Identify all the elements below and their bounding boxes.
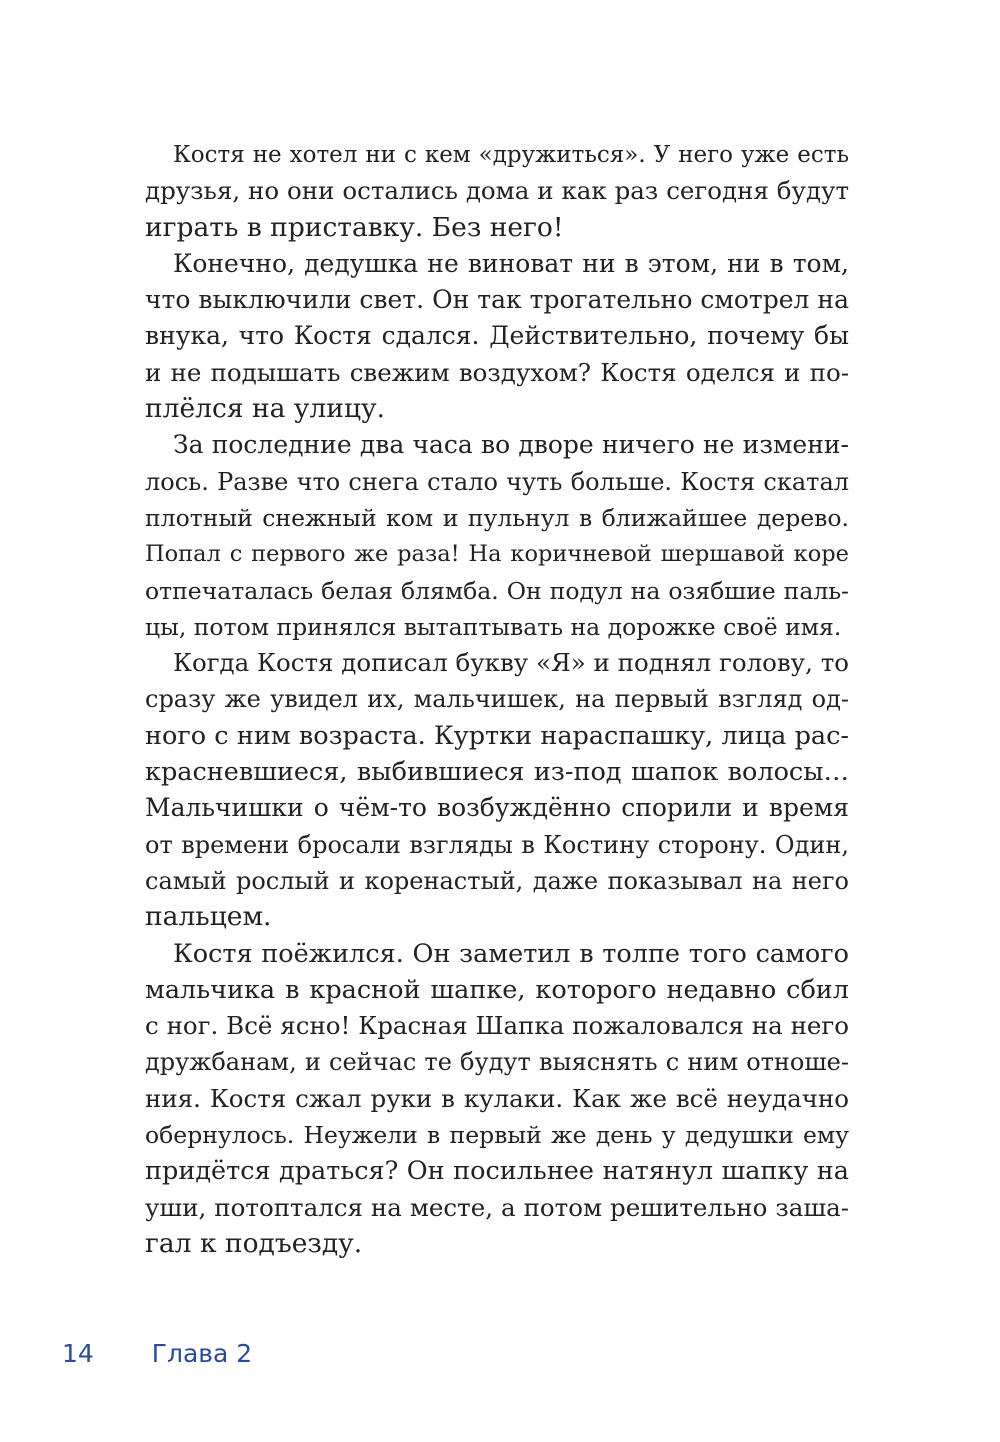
text-line: гал к подъезду. [145, 1227, 363, 1259]
text-line: Когда Костя дописал букву «Я» и поднял голову, то [173, 648, 849, 678]
text-line: лось. Разве что снега стало чуть больше. Костя скатал [145, 467, 849, 496]
text-line: придётся драться? Он посильнее натянул шапку на [145, 1156, 849, 1187]
text-line: красневшиеся, выбившиеся из-под шапок волосы… [145, 757, 849, 788]
text-line: пальцем. [145, 901, 272, 933]
text-line: с ног. Всё ясно! Красная Шапка пожаловался на него [145, 1011, 849, 1041]
text-line: Конечно, дедушка не виноват ни в этом, ни в том, [173, 248, 849, 278]
text-line: За последние два часа во дворе ничего не измени- [173, 430, 849, 460]
text-line: Попал с первого же раза! На коричневой шершавой коре [145, 541, 849, 568]
text-line: ния. Костя сжал руки в кулаки. Как же всё неудачно [145, 1083, 849, 1113]
text-line: Мальчишки о чём-то возбуждённо спорили и время [145, 793, 849, 823]
text-line: дружбанам, и сейчас те будут выяснять с ним отноше- [145, 1048, 849, 1077]
text-line: сразу же увидел их, мальчишек, на первый взгляд од- [145, 685, 849, 714]
text-line: самый рослый и коренастый, даже показывал на него [145, 866, 849, 895]
text-line: играть в приставку. Без него! [145, 211, 564, 243]
text-line: уши, потоптался на месте, а потом решительно зашa- [145, 1192, 849, 1222]
text-line: плотный снежный ком и пульнул в ближайшее дерево. [145, 503, 849, 532]
text-line: ного с ним возраста. Куртки нараспашку, лица рас- [145, 720, 849, 751]
text-line: Костя поёжился. Он заметил в толпе того самого [173, 938, 849, 969]
page-number: 14 [62, 1339, 94, 1368]
text-line: и не подышать свежим воздухом? Костя оделся и по- [145, 357, 849, 387]
text-line: плёлся на улицу. [145, 393, 386, 425]
text-line: цы, потом принялся вытаптывать на дорожке своё имя. [145, 612, 842, 641]
text-line: отпечаталась белая блямба. Он подул на озябшие паль- [145, 576, 849, 605]
text-line: от времени бросали взгляды в Костину сторону. Один, [145, 830, 849, 859]
text-line: что выключили свет. Он так трогательно смотрел на [145, 285, 849, 315]
text-line: обернулось. Неужели в первый же день у дедушки ему [145, 1121, 849, 1150]
body-text [145, 137, 849, 1262]
chapter-label: Глава 2 [151, 1339, 253, 1368]
page-footer [62, 1334, 252, 1374]
text-line: мальчика в красной шапке, которого недавно сбил [145, 974, 849, 1005]
text-line: внука, что Костя сдался. Действительно, почему бы [145, 321, 849, 351]
text-line: Костя не хотел ни с кем «дружиться». У него уже есть [173, 142, 849, 168]
text-line: друзья, но они остались дома и как раз сегодня будут [145, 176, 849, 206]
